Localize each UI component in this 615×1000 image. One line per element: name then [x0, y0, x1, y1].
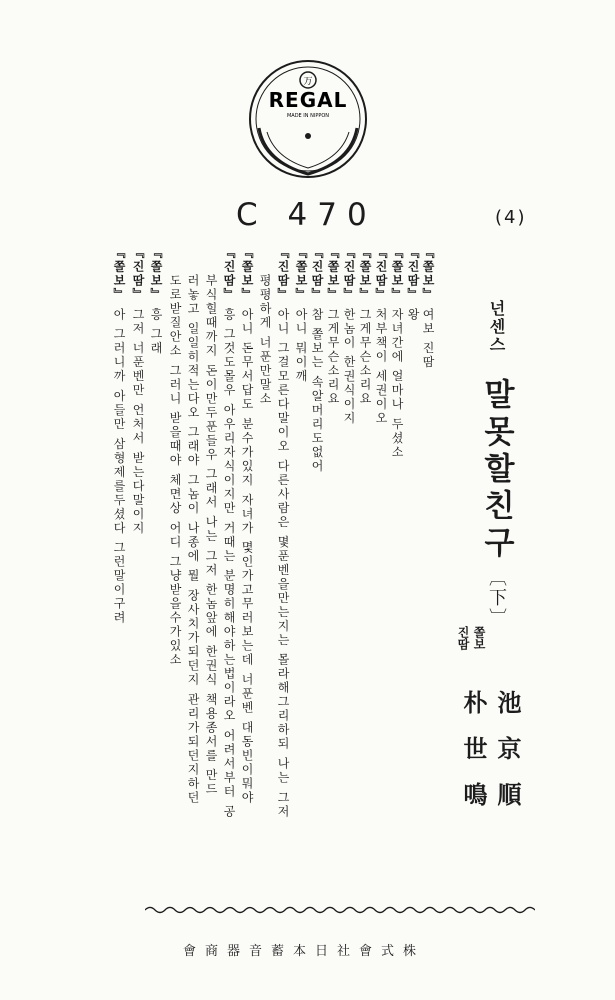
page-number: (4) [495, 207, 527, 228]
performer-name-2: 朴世鳴 [459, 690, 488, 828]
speaker: 『쫄보』 [421, 246, 435, 302]
line-text: 흥 그래 [149, 302, 163, 356]
speaker: 『진땀』 [222, 246, 236, 302]
line-text: 그게무슨소리요 [326, 302, 340, 406]
regal-label-icon [247, 58, 369, 180]
dialogue-line [310, 246, 324, 906]
dialogue-line [294, 246, 308, 906]
line-text: 부식힐때까지 돈이만두푼들우 그래서 나는 그저 한놈앞에 한권식 책용종서를 만드 [204, 274, 218, 797]
label-emblem: 万 [303, 77, 313, 87]
dialogue-line [421, 246, 435, 906]
speaker: 『진땀』 [310, 246, 324, 302]
dialogue-line [112, 246, 126, 906]
speaker: 『진땀』 [276, 246, 290, 302]
dialogue-line [204, 246, 218, 906]
speaker: 『쫄보』 [390, 246, 404, 302]
speaker: 『쫄보』 [112, 246, 126, 302]
line-text: 처부책이 세권이오 [374, 302, 388, 426]
speaker: 『쫄보』 [294, 246, 308, 302]
dialogue-line [276, 246, 290, 906]
dialogue-line [149, 246, 163, 906]
speaker: 『진땀』 [131, 246, 145, 302]
dialogue-line [186, 246, 200, 906]
dialogue-line [222, 246, 236, 906]
speaker: 『쫄보』 [358, 246, 372, 302]
title-main: 말못할친구 [478, 378, 514, 564]
speaker: 『쫄보』 [149, 246, 163, 302]
dialogue-line [342, 246, 356, 906]
line-text: 흥 그것도몰우 아우리자식이지만 거때는 분명히해야하는법이라오 어려서부터 공 [222, 302, 236, 819]
performer-name-1: 池京順 [493, 690, 522, 828]
speaker: 『진땀』 [374, 246, 388, 302]
label-small-print: MADE IN NIPPON [286, 113, 330, 119]
dialogue-line [406, 246, 420, 906]
line-text: 러놓고 일일히적는다오 그래야 그놈이 나종에 뭘 장사치가되던지 관리가되던지하던 [186, 274, 200, 805]
title-genre: 넌센스 [487, 300, 506, 354]
speaker: 『진땀』 [406, 246, 420, 302]
title-part: 〔下〕 [486, 568, 507, 629]
line-text: 자녀간에 얼마나 두셨소 [390, 302, 404, 460]
dialogue-line [390, 246, 404, 906]
label-brand: REGAL [268, 88, 348, 112]
line-text: 평평하게 너푼만말소 [258, 274, 272, 406]
performer-roles: 쫄보 진땀 [456, 626, 486, 650]
regal-record-label [247, 58, 369, 180]
line-text: 참 쫄보는 속알머리도없어 [310, 302, 324, 474]
dialogue-line [240, 246, 254, 906]
dialogue-line [358, 246, 372, 906]
speaker: 『쫄보』 [326, 246, 340, 302]
title-block [474, 300, 519, 628]
line-text: 한놈이 한권식이지 [342, 302, 356, 426]
speaker: 『진땀』 [342, 246, 356, 302]
wavy-divider [145, 903, 535, 917]
dialogue-line [131, 246, 145, 906]
dialogue-line [168, 246, 182, 906]
speaker: 『쫄보』 [240, 246, 254, 302]
line-text: 아니 그걸모른다말이오 다른사람은 몇푼벤을만는지는 몰라해그리하되 나는 그저 [276, 302, 290, 819]
dialogue-line [374, 246, 388, 906]
line-text: 아 그러니까 아들만 삼형제를두셨다 그런말이구려 [112, 302, 126, 626]
line-text: 그저 너푼벤만 언처서 받는다말이지 [131, 302, 145, 536]
line-text: 도로받질안소 그러니 받을때야 체면상 어디 그냥받을수가있소 [168, 274, 182, 668]
line-text: 왕 [406, 302, 420, 322]
line-text: 그게무슨소리요 [358, 302, 372, 406]
publisher-footer: 會商器音蓄本日社會式株 [183, 944, 426, 959]
dialogue-line [326, 246, 340, 906]
catalog-number: C 470 [236, 197, 377, 233]
line-text: 아니 돈무서답도 분수가있지 자녀가 몇인가고무러보는데 너푼벤 대동빈이뭐야 [240, 302, 254, 805]
line-text: 여보 진땀 [421, 302, 435, 370]
dialogue-line [258, 246, 272, 906]
line-text: 아니 뭐이깨 [294, 302, 308, 384]
